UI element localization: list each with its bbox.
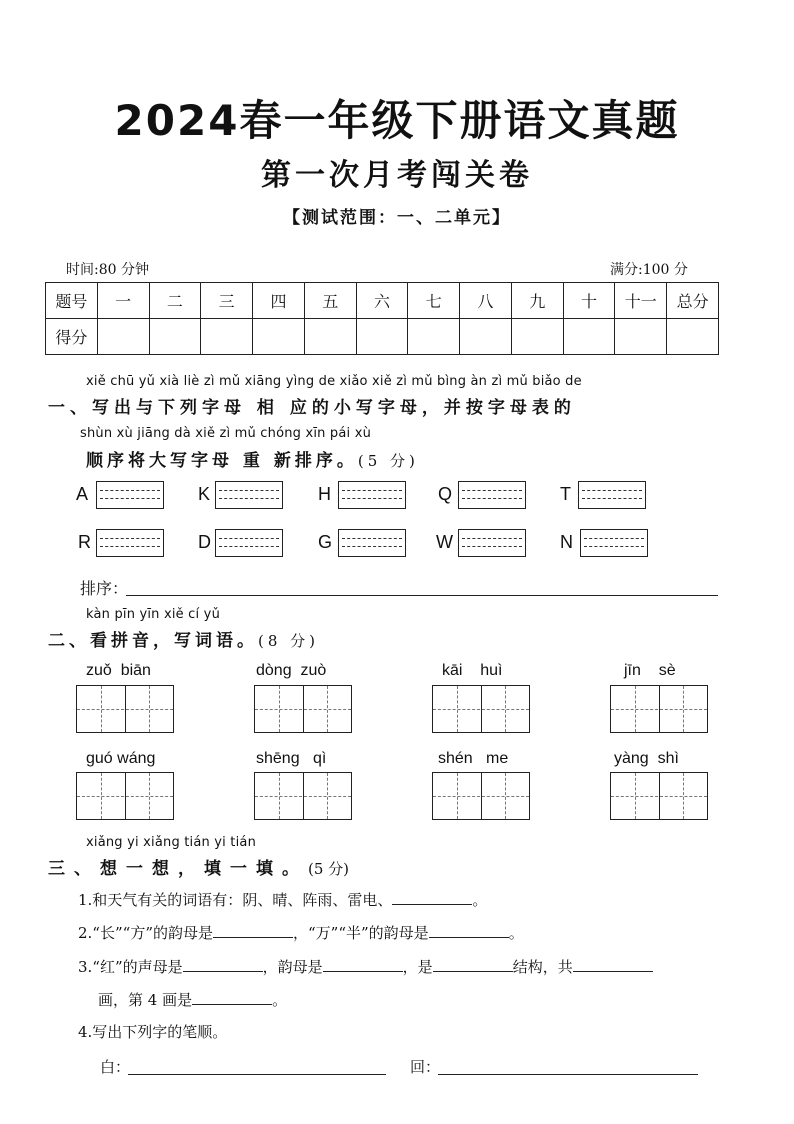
score-input-cell[interactable] — [460, 319, 512, 355]
score-cell: 七 — [408, 283, 460, 319]
score-cell: 六 — [356, 283, 408, 319]
score-cell: 十一 — [615, 283, 667, 319]
score-input-cell[interactable] — [408, 319, 460, 355]
q2-pinyin: kàn pīn yīn xiě cí yǔ — [86, 607, 221, 622]
letter-label: R — [78, 532, 91, 552]
sort-answer-line[interactable] — [126, 595, 718, 596]
word-pinyin: jīn sè — [624, 662, 676, 679]
letter-answer-box[interactable] — [580, 529, 648, 557]
stroke-order-line-bai[interactable] — [128, 1074, 386, 1075]
q3-pinyin: xiǎng yi xiǎng tián yi tián — [86, 835, 257, 850]
tian-grid[interactable] — [610, 772, 708, 820]
letter-answer-box[interactable] — [215, 481, 283, 509]
answer-blank[interactable] — [192, 990, 272, 1005]
word-pinyin: kāi huì — [442, 662, 503, 679]
score-input-cell[interactable] — [201, 319, 253, 355]
score-row-label: 得分 — [46, 319, 98, 355]
letter-answer-box[interactable] — [338, 529, 406, 557]
letter-label: T — [560, 484, 571, 504]
page-subtitle: 第一次月考闯关卷 — [261, 158, 533, 193]
letter-answer-box[interactable] — [96, 529, 164, 557]
q2-heading — [48, 626, 319, 651]
tian-grid[interactable] — [76, 685, 174, 733]
tian-grid[interactable] — [432, 772, 530, 820]
score-table-header-row — [46, 283, 719, 319]
tian-grid[interactable] — [254, 772, 352, 820]
letter-label: K — [198, 484, 211, 504]
score-input-cell[interactable] — [511, 319, 563, 355]
q3-item-3: 3.“红”的声母是 ，韵母是 ，是 结构，共 — [78, 956, 653, 977]
answer-blank[interactable] — [573, 957, 653, 972]
score-cell: 十 — [563, 283, 615, 319]
q1-heading-line2 — [86, 446, 419, 471]
answer-blank[interactable] — [392, 890, 472, 905]
score-input-cell[interactable] — [356, 319, 408, 355]
score-input-cell[interactable] — [97, 319, 149, 355]
word-pinyin: yàng shì — [614, 750, 679, 767]
score-input-cell[interactable] — [149, 319, 201, 355]
word-pinyin: zuǒ biān — [86, 662, 151, 679]
stroke-order-label-hui: 回： — [410, 1058, 441, 1076]
q2-heading-text: 二、看拼音，写词语。 — [48, 631, 258, 651]
letter-label: A — [76, 484, 89, 504]
word-pinyin: guó wáng — [86, 750, 156, 767]
word-pinyin: shén me — [438, 750, 509, 767]
score-input-cell[interactable] — [563, 319, 615, 355]
score-cell: 九 — [511, 283, 563, 319]
test-range: 【测试范围：一、二单元】 — [283, 208, 511, 228]
score-cell: 四 — [253, 283, 305, 319]
q3-heading — [48, 854, 349, 879]
page-title: 2024春一年级下册语文真题 — [114, 96, 680, 145]
q1-pinyin-line1: xiě chū yǔ xià liè zì mǔ xiāng yìng de xiǎo xiě zì mǔ bìng àn zì mǔ biǎo de — [86, 374, 582, 389]
score-cell: 总分 — [667, 283, 719, 319]
score-input-cell[interactable] — [253, 319, 305, 355]
score-cell: 八 — [460, 283, 512, 319]
letter-label: Q — [438, 484, 453, 504]
letter-label: D — [198, 532, 211, 552]
letter-label: H — [318, 484, 331, 504]
answer-blank[interactable] — [433, 957, 513, 972]
letter-answer-box[interactable] — [215, 529, 283, 557]
score-table-score-row — [46, 319, 719, 355]
q1-pinyin-line2: shùn xù jiāng dà xiě zì mǔ chóng xīn pái xù — [80, 426, 372, 441]
letter-answer-box[interactable] — [458, 529, 526, 557]
q3-item-2: 2.“长”“方”的韵母是 ，“万”“半”的韵母是 。 — [78, 924, 524, 942]
q3-item-4: 4.写出下列字的笔顺。 — [78, 1023, 228, 1041]
word-pinyin: shēng qì — [256, 750, 327, 767]
q3-heading-text: 三、想一想，填一填。 — [48, 859, 308, 879]
q3-item-3-cont: 画，第 4 画是 。 — [98, 991, 288, 1009]
score-input-cell[interactable] — [304, 319, 356, 355]
score-input-cell[interactable] — [667, 319, 719, 355]
letter-label: G — [318, 532, 333, 552]
score-cell: 一 — [97, 283, 149, 319]
letter-label: W — [436, 532, 453, 552]
tian-grid[interactable] — [432, 685, 530, 733]
q3-item-1: 1.和天气有关的词语有：阴、晴、阵雨、雷电、 。 — [78, 891, 488, 909]
q1-points: (5 分) — [357, 452, 419, 470]
full-score: 满分:100 分 — [610, 262, 688, 278]
letter-answer-box[interactable] — [338, 481, 406, 509]
answer-blank[interactable] — [183, 957, 263, 972]
stroke-order-label-bai: 白： — [100, 1058, 131, 1076]
q3-points: (5 分) — [308, 860, 350, 878]
answer-blank[interactable] — [213, 923, 293, 938]
score-input-cell[interactable] — [615, 319, 667, 355]
score-cell: 三 — [201, 283, 253, 319]
word-pinyin: dòng zuò — [256, 662, 327, 679]
score-cell: 题号 — [46, 283, 98, 319]
letter-answer-box[interactable] — [458, 481, 526, 509]
exam-time: 时间:80 分钟 — [66, 262, 149, 278]
score-cell: 五 — [304, 283, 356, 319]
letter-answer-box[interactable] — [96, 481, 164, 509]
score-table — [45, 282, 719, 355]
letter-answer-box[interactable] — [578, 481, 646, 509]
tian-grid[interactable] — [610, 685, 708, 733]
answer-blank[interactable] — [323, 957, 403, 972]
q2-points: (8 分) — [258, 632, 320, 650]
tian-grid[interactable] — [254, 685, 352, 733]
q1-heading-line1: 一、写出与下列字母 相 应的小写字母，并按字母表的 — [48, 398, 576, 418]
letter-label: N — [560, 532, 573, 552]
score-cell: 二 — [149, 283, 201, 319]
tian-grid[interactable] — [76, 772, 174, 820]
answer-blank[interactable] — [429, 923, 509, 938]
sort-label: 排序： — [80, 579, 129, 598]
q1-heading-text: 顺序将大写字母 重 新排序。 — [86, 451, 358, 471]
stroke-order-line-hui[interactable] — [438, 1074, 698, 1075]
